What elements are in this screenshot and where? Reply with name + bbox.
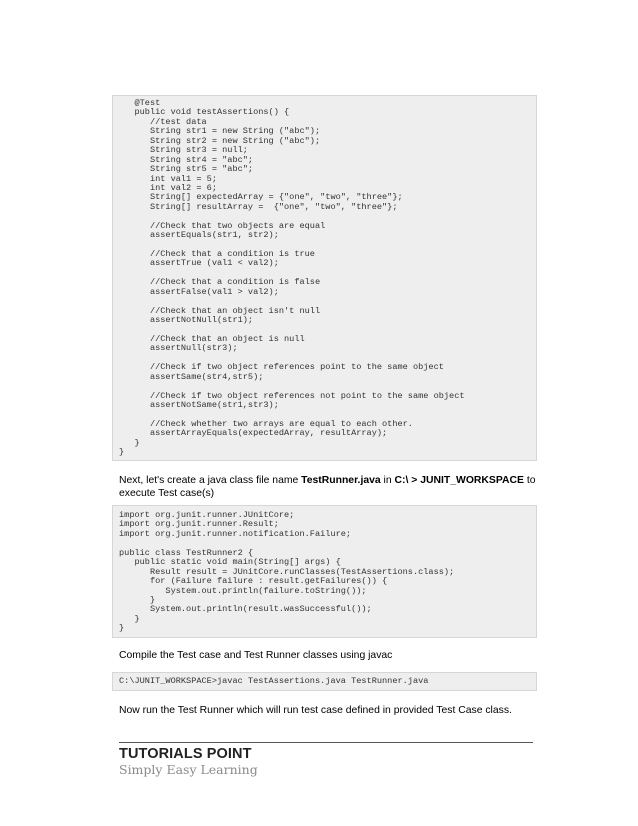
code-block-javac-command (112, 672, 537, 691)
code-line: //Check that a condition is true (119, 249, 315, 259)
code-line: assertArrayEquals(expectedArray, resultArray); (119, 428, 388, 439)
code-line: public class TestRunner2 { (119, 547, 254, 558)
code-line: import org.junit.runner.Result; (119, 519, 279, 530)
code-line: String str4 = "abc"; (119, 154, 254, 165)
code-line: assertNotSame(str1,str3); (119, 400, 279, 410)
code-line: assertNull(str3); (119, 343, 238, 354)
code-line: import org.junit.runner.JUnitCore; (119, 510, 295, 520)
code-block-test-runner (112, 505, 537, 638)
paragraph-text: to execute Test case(s) (119, 475, 536, 499)
code-line: String str2 = new String ("abc"); (119, 135, 321, 146)
code-line: //Check that an object isn't null (119, 305, 321, 316)
code-line: assertFalse(val1 > val2); (119, 286, 279, 297)
paragraph-run: Now run the Test Runner which will run test case defined in provided Test Case class. (119, 705, 512, 716)
code-line: assertNotNull(str1); (119, 315, 254, 326)
paragraph-text: Next, let's create a java class file name (119, 475, 302, 486)
code-line: String[] expectedArray = {"one", "two", "three"}; (119, 192, 403, 203)
code-line: int val2 = 6; (119, 182, 217, 193)
code-line: //Check whether two arrays are equal to each other. (119, 418, 413, 429)
code-line: } (119, 437, 140, 448)
code-line: System.out.println(result.wasSuccessful()); (119, 604, 372, 615)
code-line: //Check that two objects are equal (119, 220, 326, 231)
code-line: String str3 = null; (119, 145, 248, 156)
code-line: assertTrue (val1 < val2); (119, 258, 279, 269)
paragraph-text: in (380, 475, 395, 486)
code-line: import org.junit.runner.notification.Failure; (119, 528, 352, 539)
paragraph-compile: Compile the Test case and Test Runner classes using javac (119, 650, 393, 661)
code-line: assertSame(str4,str5); (119, 371, 264, 382)
code-line: } (119, 594, 156, 605)
code-line: } (119, 623, 125, 634)
code-line: //test data (119, 116, 207, 127)
code-line: int val1 = 5; (119, 173, 217, 184)
footer-divider (119, 742, 533, 743)
paragraph-create-testrunner (119, 474, 539, 500)
code-line: assertEquals(str1, str2); (119, 230, 279, 241)
code-line: String str1 = new String ("abc"); (119, 126, 321, 137)
code-line: for (Failure failure : result.getFailures()) { (119, 576, 388, 587)
code-block-test-assertions (112, 95, 537, 461)
filename-bold: TestRunner.java (301, 475, 381, 486)
code-line: } (119, 613, 140, 624)
code-line: } (119, 447, 125, 458)
path-bold: C:\ > JUNIT_WORKSPACE (394, 475, 524, 486)
code-line: public static void main(String[] args) { (119, 557, 341, 568)
code-line: //Check if two object references not point to the same object (119, 390, 465, 401)
code-line: String[] resultArray = {"one", "two", "three"}; (119, 201, 398, 212)
code-line: //Check that a condition is false (119, 277, 321, 288)
code-line: //Check that an object is null (119, 333, 305, 344)
code-line: C:\JUNIT_WORKSPACE>javac TestAssertions.java TestRunner.java (119, 676, 429, 686)
code-line: public void testAssertions() { (119, 107, 290, 118)
code-line: Result result = JUnitCore.runClasses(TestAssertions.class); (119, 566, 455, 577)
footer-brand-title: TUTORIALS POINT (119, 746, 252, 762)
footer-brand-subtitle: Simply Easy Learning (119, 762, 258, 777)
code-line: @Test (119, 98, 161, 108)
code-line: System.out.println(failure.toString()); (119, 585, 367, 596)
code-line: //Check if two object references point to the same object (119, 362, 444, 373)
code-line: String str5 = "abc"; (119, 164, 254, 175)
